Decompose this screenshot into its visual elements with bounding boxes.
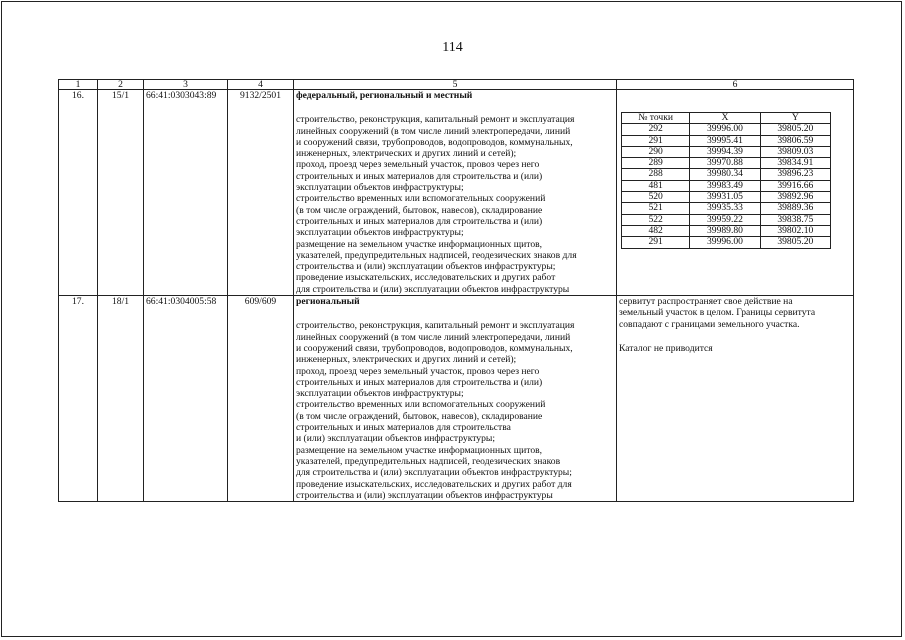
coordinate-row	[622, 146, 831, 157]
y-value: 39834.91	[760, 158, 830, 169]
point-number: 289	[622, 158, 690, 169]
y-value: 39805.20	[760, 124, 830, 135]
x-value: 39983.49	[690, 180, 760, 191]
column-header: 2	[98, 80, 144, 90]
purpose-line: строительства и (или) эксплуатации объектов инфраструктуры;	[296, 261, 556, 273]
column-header: 5	[294, 80, 617, 90]
point-number: 288	[622, 169, 690, 180]
purpose-line: строительных и иных материалов для строительства	[296, 422, 511, 434]
table-header-row	[59, 80, 854, 90]
boundary-note-line: сервитут распространяет свое действие на	[619, 296, 793, 308]
purpose-line: строительство, реконструкция, капитальный ремонт и эксплуатация	[296, 114, 575, 126]
point-number: 522	[622, 214, 690, 225]
purpose-line: строительства и (или) эксплуатации объектов инфраструктуры	[296, 489, 553, 501]
coordinates-header: № точки	[622, 113, 690, 124]
point-number: 290	[622, 146, 690, 157]
x-value: 39980.34	[690, 169, 760, 180]
table-row	[59, 90, 854, 296]
point-number: 521	[622, 203, 690, 214]
purpose-line: строительство временных или вспомогательных сооружений	[296, 193, 546, 205]
page-number: 114	[442, 40, 463, 55]
coordinates-cell	[617, 90, 854, 296]
point-number: 520	[622, 192, 690, 203]
purpose-line: строительство, реконструкция, капитальный ремонт и эксплуатация	[296, 320, 575, 332]
purpose-line: (в том числе ограждений, бытовок, навесов), складирование	[296, 204, 543, 216]
coordinates-header-row	[622, 113, 831, 124]
purpose-line: и сооружений связи, трубопроводов, водопроводов, коммунальных,	[296, 342, 573, 354]
purpose-list	[296, 320, 614, 501]
y-value: 39802.10	[760, 225, 830, 236]
purpose-line: эксплуатации объектов инфраструктуры;	[296, 388, 464, 400]
row-number: 16.	[59, 90, 98, 296]
purpose-line: инженерных, электрических и других линий и сетей);	[296, 354, 517, 366]
point-number: 291	[622, 237, 690, 248]
x-value: 39989.80	[690, 225, 760, 236]
row-subnumber: 15/1	[98, 90, 144, 296]
area-value: 609/609	[228, 296, 294, 502]
purpose-line: проход, проезд через земельный участок, провоз через него	[296, 159, 540, 171]
x-value: 39931.05	[690, 192, 760, 203]
purpose-line: для строительства и (или) эксплуатации объектов инфраструктуры;	[296, 467, 572, 479]
purpose-line: размещение на земельном участке информационных щитов,	[296, 444, 543, 456]
point-number: 481	[622, 180, 690, 191]
coordinate-row	[622, 180, 831, 191]
purpose-cell	[294, 90, 617, 296]
area-value: 9132/2501	[228, 90, 294, 296]
coordinate-row	[622, 225, 831, 236]
coordinate-row	[622, 192, 831, 203]
coordinates-header: Y	[760, 113, 830, 124]
purpose-line: эксплуатации объектов инфраструктуры;	[296, 227, 464, 239]
boundary-note-line: совпадают с границами земельного участка.	[619, 318, 800, 330]
y-value: 39805.20	[760, 237, 830, 248]
purpose-line: указателей, предупредительных надписей, геодезических знаков для	[296, 249, 577, 261]
purpose-line: проход, проезд через земельный участок, провоз через него	[296, 365, 540, 377]
purpose-line: линейных сооружений (в том числе линий электропередачи, линий	[296, 125, 571, 137]
coordinates-header: X	[690, 113, 760, 124]
purpose-line: строительство временных или вспомогательных сооружений	[296, 399, 546, 411]
column-header: 4	[228, 80, 294, 90]
purpose-line: для строительства и (или) эксплуатации объектов инфраструктуры	[296, 283, 570, 295]
coordinates-table	[621, 112, 831, 249]
cadastral-number: 66:41:0303043:89	[144, 90, 228, 296]
x-value: 39995.41	[690, 135, 760, 146]
purpose-line: инженерных, электрических и других линий и сетей);	[296, 148, 517, 160]
purpose-list	[296, 114, 614, 295]
x-value: 39959.22	[690, 214, 760, 225]
boundary-note-cell	[617, 296, 854, 502]
purpose-line: и сооружений связи, трубопроводов, водопроводов, коммунальных,	[296, 136, 573, 148]
row-number: 17.	[59, 296, 98, 502]
x-value: 39970.88	[690, 158, 760, 169]
coordinate-row	[622, 158, 831, 169]
y-value: 39896.23	[760, 169, 830, 180]
y-value: 39806.59	[760, 135, 830, 146]
x-value: 39994.39	[690, 146, 760, 157]
coordinate-row	[622, 135, 831, 146]
purpose-line: строительных и иных материалов для строительства и (или)	[296, 215, 543, 227]
table-row	[59, 296, 854, 502]
x-value: 39996.00	[690, 237, 760, 248]
column-header: 1	[59, 80, 98, 90]
coordinate-row	[622, 237, 831, 248]
purpose-line: линейных сооружений (в том числе линий электропередачи, линий	[296, 331, 571, 343]
purpose-line: строительных и иных материалов для строительства и (или)	[296, 170, 543, 182]
point-number: 482	[622, 225, 690, 236]
coordinate-row	[622, 203, 831, 214]
column-header: 6	[617, 80, 854, 90]
coordinate-row	[622, 169, 831, 180]
column-header: 3	[144, 80, 228, 90]
purpose-line: строительных и иных материалов для строительства и (или)	[296, 376, 543, 388]
catalog-note: Каталог не приводится	[619, 342, 713, 354]
row-subnumber: 18/1	[98, 296, 144, 502]
x-value: 39996.00	[690, 124, 760, 135]
coordinate-row	[622, 214, 831, 225]
point-number: 291	[622, 135, 690, 146]
purpose-line: проведение изыскательских, исследовательских и других работ для	[296, 478, 572, 490]
purpose-line: указателей, предупредительных надписей, геодезических знаков	[296, 455, 561, 467]
y-value: 39838.75	[760, 214, 830, 225]
servitude-level: региональный	[296, 296, 360, 308]
x-value: 39935.33	[690, 203, 760, 214]
y-value: 39892.96	[760, 192, 830, 203]
purpose-line: (в том числе ограждений, бытовок, навесов), складирование	[296, 410, 543, 422]
servitude-level: федеральный, региональный и местный	[296, 90, 473, 101]
purpose-line: размещение на земельном участке информационных щитов,	[296, 238, 543, 250]
y-value: 39809.03	[760, 146, 830, 157]
purpose-line: проведение изыскательских, исследовательских и других работ	[296, 272, 556, 284]
point-number: 292	[622, 124, 690, 135]
purpose-line: эксплуатации объектов инфраструктуры;	[296, 182, 464, 194]
cadastral-number: 66:41:0304005:58	[144, 296, 228, 502]
y-value: 39916.66	[760, 180, 830, 191]
y-value: 39889.36	[760, 203, 830, 214]
boundary-note-line: земельный участок в целом. Границы сервитута	[619, 307, 816, 319]
purpose-cell	[294, 296, 617, 502]
coordinate-row	[622, 124, 831, 135]
purpose-line: и (или) эксплуатации объектов инфраструктуры;	[296, 433, 496, 445]
servitude-table	[58, 79, 854, 502]
